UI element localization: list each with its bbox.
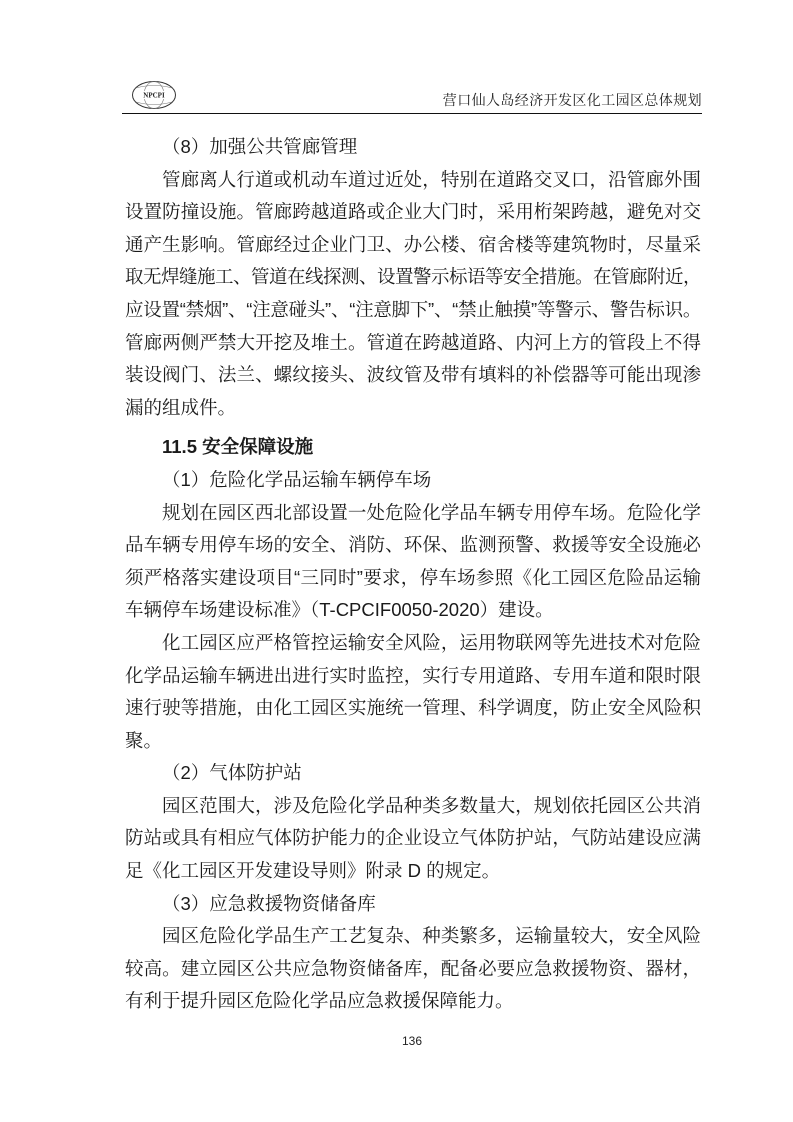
paragraph: [125, 164, 701, 425]
document-body: [125, 131, 701, 1018]
paragraph: [125, 627, 701, 757]
text-line: 管廊两侧严禁大开挖及堆土。管道在跨越道路、内河上方的管段上不得: [125, 331, 701, 353]
header-title: 营口仙人岛经济开发区化工园区总体规划: [442, 94, 702, 109]
text-line: 化学品运输车辆进出进行实时监控，实行专用道路、专用车道和限时限: [125, 664, 701, 686]
text-line: 通产生影响。管廊经过企业门卫、办公楼、宿舍楼等建筑物时，尽量采: [125, 233, 701, 255]
text-line: 车辆停车场建设标准》（T-CPCIF0050-2020）建设。: [125, 599, 554, 621]
text-line: 园区范围大，涉及危险化学品种类多数量大，规划依托园区公共消: [162, 794, 701, 816]
text-line: 足《化工园区开发建设导则》附录 D 的规定。: [125, 860, 501, 882]
text-line: 应设置“禁烟”、“注意碰头”、“注意脚下”、“禁止触摸”等警示、警告标识。: [125, 298, 701, 320]
text-line: 须严格落实建设项目“三同时”要求，停车场参照《化工园区危险品运输: [125, 566, 701, 588]
text-line: 设置防撞设施。管廊跨越道路或企业大门时，采用桁架跨越，避免对交: [125, 201, 701, 223]
page-number: 136: [401, 1034, 423, 1048]
text-line: 聚。: [125, 729, 163, 751]
text-line: 取无焊缝施工、管道在线探测、设置警示标语等安全措施。在管廊附近，: [125, 266, 701, 288]
text-line: 化工园区应严格管控运输安全风险，运用物联网等先进技术对危险: [162, 631, 701, 653]
subheading: （3）应急救援物资储备库: [162, 892, 376, 914]
text-line: 速行驶等措施，由化工园区实施统一管理、科学调度，防止安全风险积: [125, 697, 701, 719]
paragraph: [125, 790, 701, 888]
section-heading: 11.5 安全保障设施: [162, 436, 314, 458]
npcpi-logo: [131, 80, 177, 110]
text-line: 较高。建立园区公共应急物资储备库，配备必要应急救援物资、器材，: [125, 957, 701, 979]
text-line: 管廊离人行道或机动车道过近处，特别在道路交叉口，沿管廊外围: [162, 168, 701, 190]
text-line: 规划在园区西北部设置一处危险化学品车辆专用停车场。危险化学: [162, 501, 701, 523]
text-line: 漏的组成件。: [125, 396, 237, 418]
text-line: 有利于提升园区危险化学品应急救援保障能力。: [125, 990, 514, 1012]
subheading: （8）加强公共管廊管理: [162, 136, 358, 157]
header-divider: [122, 113, 702, 114]
text-line: 园区危险化学品生产工艺复杂、种类繁多，运输量较大，安全风险: [162, 925, 701, 947]
subheading: （1）危险化学品运输车辆停车场: [162, 468, 432, 490]
paragraph: [125, 920, 701, 1018]
paragraph: [125, 497, 701, 627]
subheading: （2）气体防护站: [162, 762, 302, 784]
logo-text: NPCPI: [143, 91, 165, 100]
text-line: 防站或具有相应气体防护能力的企业设立气体防护站，气防站建设应满: [125, 827, 701, 849]
text-line: 品车辆专用停车场的安全、消防、环保、监测预警、救援等安全设施必: [125, 534, 701, 556]
text-line: 装设阀门、法兰、螺纹接头、波纹管及带有填料的补偿器等可能出现渗: [125, 364, 701, 386]
